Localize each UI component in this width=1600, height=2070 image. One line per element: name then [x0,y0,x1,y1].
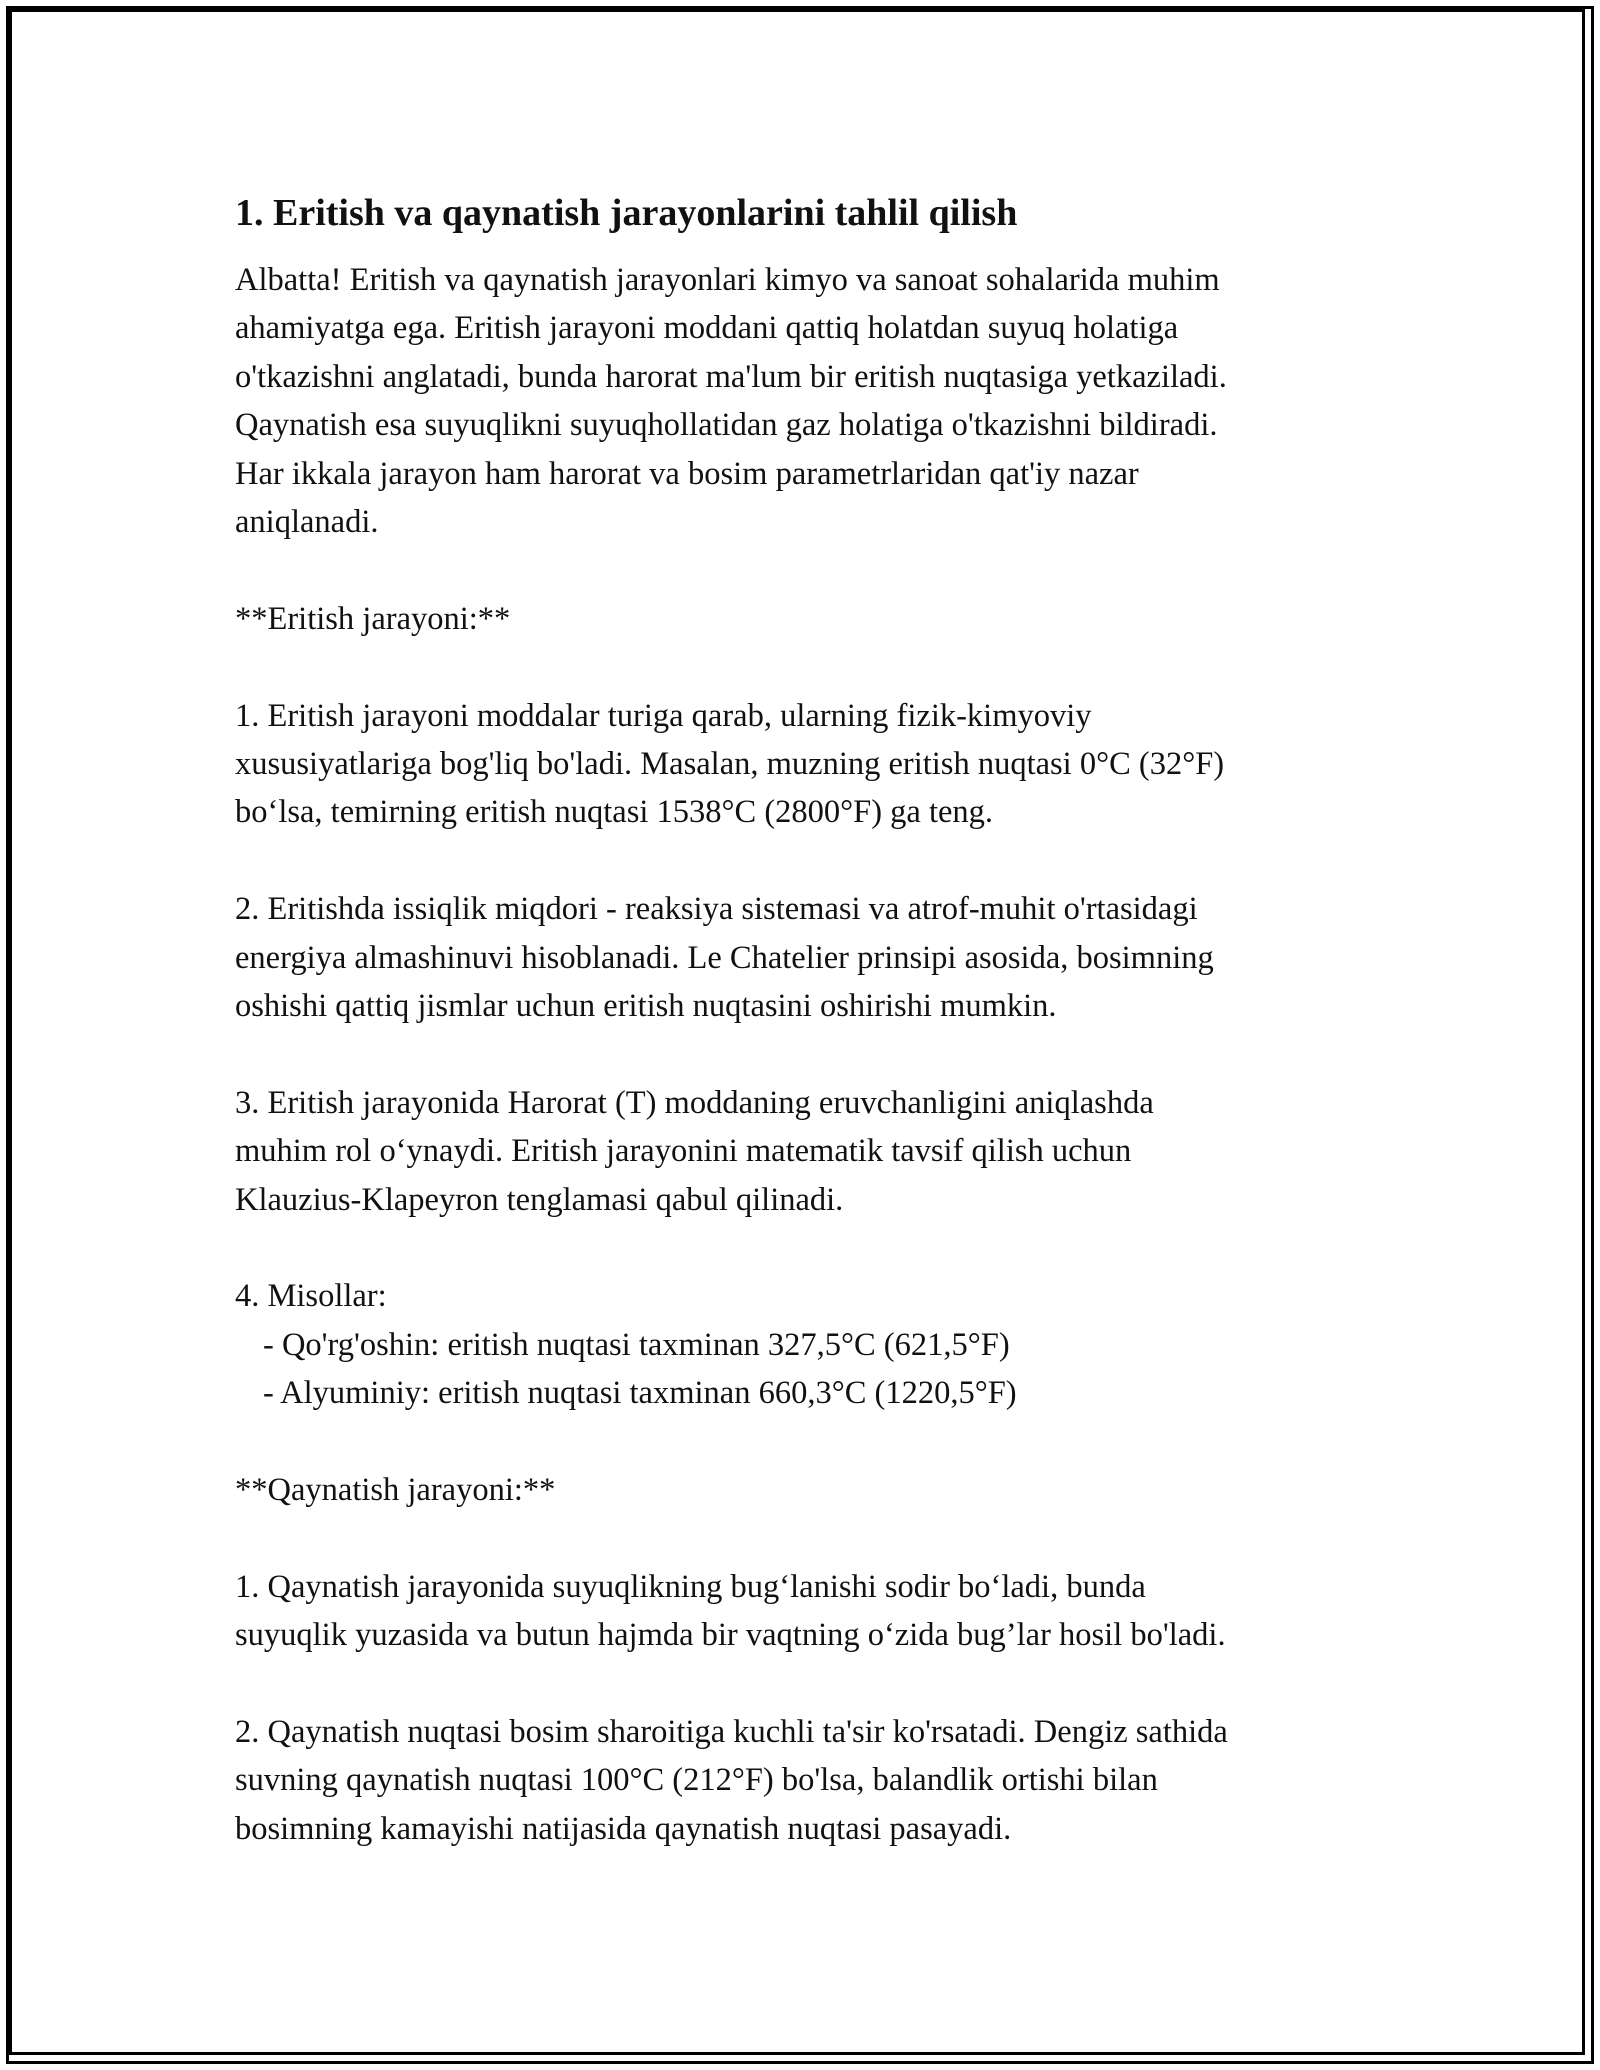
intro-line: aniqlanadi. [235,504,379,541]
paragraph-line: bo‘lsa, temirning eritish nuqtasi 1538°C (2800°F) ga teng. [235,794,994,831]
paragraph-line: oshishi qattiq jismlar uchun eritish nuqtasini oshirishi mumkin. [235,988,1057,1025]
melting-item-2 [235,885,1375,1030]
paragraph-line: bosimning kamayishi natijasida qaynatish nuqtasi pasayadi. [235,1810,1012,1847]
intro-line: ahamiyatga ega. Eritish jarayoni moddani qattiq holatdan suyuq holatiga [235,310,1179,347]
paragraph-line: Klauzius-Klapeyron tenglamasi qabul qilinadi. [235,1181,844,1218]
paragraph-line: 3. Eritish jarayonida Harorat (T) moddaning eruvchanligini aniqlashda [235,1084,1154,1121]
intro-paragraph [235,256,1375,546]
examples-label: 4. Misollar: [235,1278,387,1315]
example-item: - Alyuminiy: eritish nuqtasi taxminan 660,3°C (1220,5°F) [263,1375,1017,1412]
melting-item-1 [235,692,1375,837]
paragraph-line: 1. Qaynatish jarayonida suyuqlikning bug‘lanishi sodir bo‘ladi, bunda [235,1568,1146,1605]
document-body [235,188,1375,1853]
paragraph-line: 1. Eritish jarayoni moddalar turiga qarab, ularning fizik-kimyoviy [235,697,1092,734]
example-item: - Qo'rg'oshin: eritish nuqtasi taxminan 327,5°C (621,5°F) [263,1326,1010,1363]
paragraph-line: muhim rol o‘ynaydi. Eritish jarayonini matematik tavsif qilish uchun [235,1133,1132,1170]
intro-line: Qaynatish esa suyuqlikni suyuqhollatidan gaz holatiga o'tkazishni bildiradi. [235,407,1218,444]
intro-line: o'tkazishni anglatadi, bunda harorat ma'lum bir eritish nuqtasiga yetkaziladi. [235,358,1227,395]
paragraph-line: suvning qaynatish nuqtasi 100°C (212°F) bo'lsa, balandlik ortishi bilan [235,1762,1158,1799]
intro-line: Albatta! Eritish va qaynatish jarayonlari kimyo va sanoat sohalarida muhim [235,262,1220,298]
melting-item-4 [235,1272,1375,1417]
paragraph-line: suyuqlik yuzasida va butun hajmda bir vaqtning o‘zida bug’lar hosil bo'ladi. [235,1617,1226,1654]
paragraph-line: 2. Qaynatish nuqtasi bosim sharoitiga kuchli ta'sir ko'rsatadi. Dengiz sathida [235,1714,1228,1751]
melting-section-heading: **Eritish jarayoni:** [235,600,511,637]
boiling-item-2 [235,1708,1375,1853]
melting-item-3 [235,1079,1375,1224]
intro-line: Har ikkala jarayon ham harorat va bosim parametrlaridan qat'iy nazar [235,455,1139,492]
document-title: 1. Eritish va qaynatish jarayonlarini tahlil qilish [235,192,1018,234]
boiling-section-heading: **Qaynatish jarayoni:** [235,1472,556,1509]
paragraph-line: 2. Eritishda issiqlik miqdori - reaksiya sistemasi va atrof-muhit o'rtasidagi [235,891,1198,928]
boiling-item-1 [235,1563,1375,1660]
paragraph-line: xususiyatlariga bog'liq bo'ladi. Masalan, muzning eritish nuqtasi 0°C (32°F) [235,746,1225,783]
paragraph-line: energiya almashinuvi hisoblanadi. Le Chatelier prinsipi asosida, bosimning [235,939,1214,976]
